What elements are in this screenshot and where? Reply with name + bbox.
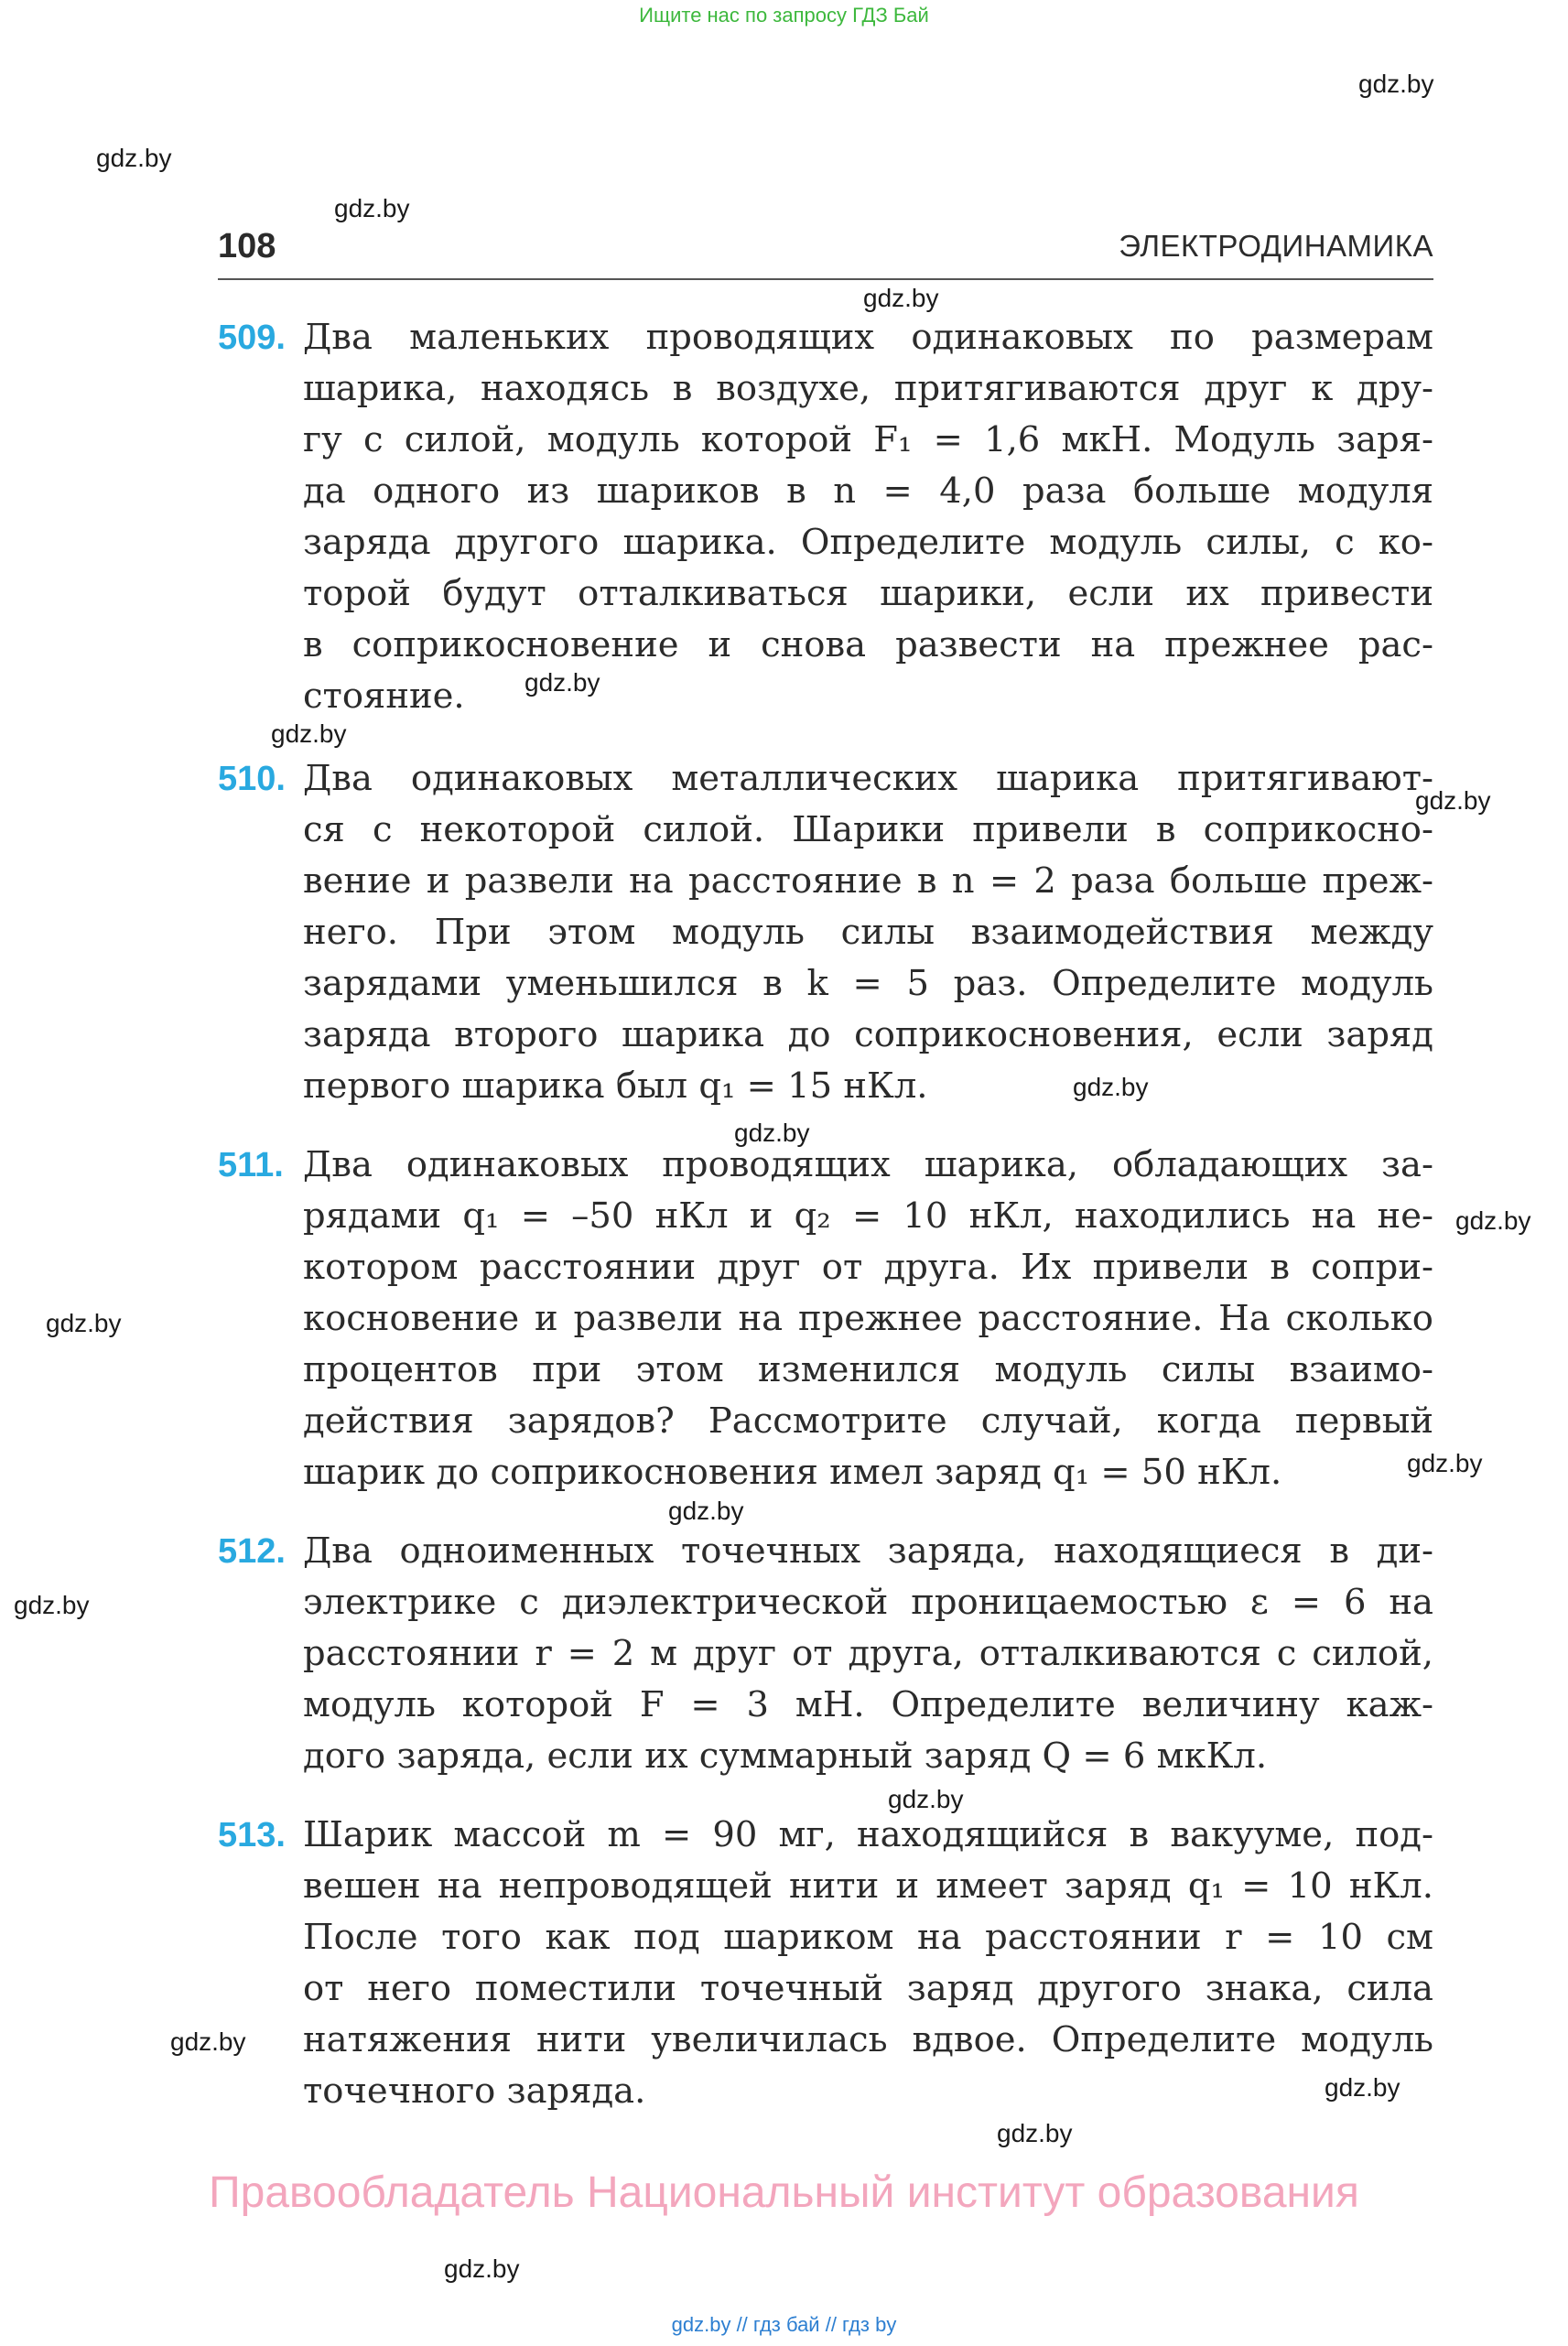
watermark: gdz.by [1358,70,1434,98]
problem-text-line: ся с некоторой силой. Шарики привели в соприкосно- [303,809,1433,850]
problem-text-line: Два маленьких проводящих одинаковых по размерам [303,317,1433,358]
watermark: gdz.by [734,1119,810,1147]
problem-text-line: гу с силой, модуль которой F₁ = 1,6 мкН. Модуль заря- [303,419,1433,460]
watermark: gdz.by [1325,2073,1400,2102]
problem-text-line: расстоянии r = 2 м друг от друга, отталкиваются с силой, [303,1633,1433,1674]
copyright-notice: Правообладатель Национальный институт образования [209,2168,1359,2217]
problem-text-line: дого заряда, если их суммарный заряд Q = 6 мкКл. [303,1735,1268,1777]
problem-text-line: него. При этом модуль силы взаимодействия между [303,912,1433,953]
problem-text-line: да одного из шариков в n = 4,0 раза больше модуля [303,470,1433,512]
problem-number: 510. [218,760,286,798]
watermark: gdz.by [271,719,347,748]
problem-text-line: заряда другого шарика. Определите модуль силы, с ко- [303,522,1433,563]
problem-text-line: котором расстоянии друг от друга. Их привели в сопри- [303,1247,1433,1288]
problem-513 [218,1810,1433,2117]
watermark: gdz.by [863,284,939,312]
problem-text-line: Шарик массой m = 90 мг, находящийся в вакууме, под- [303,1814,1433,1855]
problem-text-line: шарика, находясь в воздухе, притягиваются друг к дру- [303,368,1433,409]
watermark: gdz.by [997,2119,1073,2147]
header-divider [218,278,1433,280]
problem-number: 513. [218,1816,286,1854]
problem-text-line: вешен на непроводящей нити и имеет заряд q₁ = 10 нКл. [303,1865,1433,1907]
problem-text-line: модуль которой F = 3 мН. Определите величину каж- [303,1684,1433,1725]
problem-text-line: точечного заряда. [303,2070,646,2112]
problem-text-line: Два одинаковых проводящих шарика, обладающих за- [303,1144,1433,1185]
top-banner: Ищите нас по запросу ГДЗ Бай [639,4,929,27]
watermark: gdz.by [96,144,172,172]
problem-number: 511. [218,1146,284,1184]
problem-text-line: торой будут отталкиваться шарики, если их привести [303,573,1433,614]
watermark: gdz.by [334,194,410,222]
watermark: gdz.by [524,668,600,697]
problem-511 [218,1140,1433,1498]
section-title: ЭЛЕКТРОДИНАМИКА [1119,229,1433,263]
problem-509 [218,312,1433,722]
problem-text-line: вение и развели на расстояние в n = 2 раза больше преж- [303,860,1433,902]
problem-text-line: зарядами уменьшился в k = 5 раз. Определите модуль [303,963,1433,1004]
problem-text-line: После того как под шариком на расстоянии r = 10 см [303,1917,1433,1958]
problem-text-line: действия зарядов? Рассмотрите случай, когда первый [303,1400,1433,1442]
problem-number: 509. [218,319,286,357]
watermark: gdz.by [1407,1449,1483,1477]
watermark: gdz.by [668,1497,744,1525]
watermark: gdz.by [1455,1206,1531,1235]
problem-text-line: рядами q₁ = –50 нКл и q₂ = 10 нКл, находились на не- [303,1195,1433,1237]
problem-text-line: Два одноименных точечных заряда, находящиеся в ди- [303,1530,1433,1572]
problem-number: 512. [218,1532,286,1571]
problem-text-line: натяжения нити увеличилась вдвое. Определите модуль [303,2019,1433,2060]
problem-text-line: от него поместили точечный заряд другого знака, сила [303,1968,1433,2009]
problem-text-line: первого шарика был q₁ = 15 нКл. [303,1065,928,1107]
watermark: gdz.by [444,2254,520,2283]
problem-510 [218,753,1433,1112]
problem-text-line: процентов при этом изменился модуль силы взаимо- [303,1349,1433,1390]
watermark: gdz.by [1073,1073,1149,1101]
watermark: gdz.by [46,1309,122,1337]
problem-text-line: заряда второго шарика до соприкосновения, если заряд [303,1014,1433,1055]
page-number: 108 [218,227,276,265]
watermark: gdz.by [14,1591,90,1619]
problem-text-line: стояние. [303,676,465,717]
problem-512 [218,1526,1433,1782]
problem-text-line: в соприкосновение и снова развести на прежнее рас- [303,624,1433,665]
problem-text-line: Два одинаковых металлических шарика притягивают- [303,758,1433,799]
problem-text-line: электрике с диэлектрической проницаемостью ε = 6 на [303,1582,1433,1623]
footer-links[interactable]: gdz.by // гдз бай // гдз by [671,2313,897,2336]
problem-text-line: шарик до соприкосновения имел заряд q₁ = 50 нКл. [303,1452,1282,1493]
watermark: gdz.by [1415,786,1491,815]
watermark: gdz.by [170,2027,246,2056]
watermark: gdz.by [888,1785,964,1813]
problem-text-line: косновение и развели на прежнее расстояние. На сколько [303,1298,1433,1339]
